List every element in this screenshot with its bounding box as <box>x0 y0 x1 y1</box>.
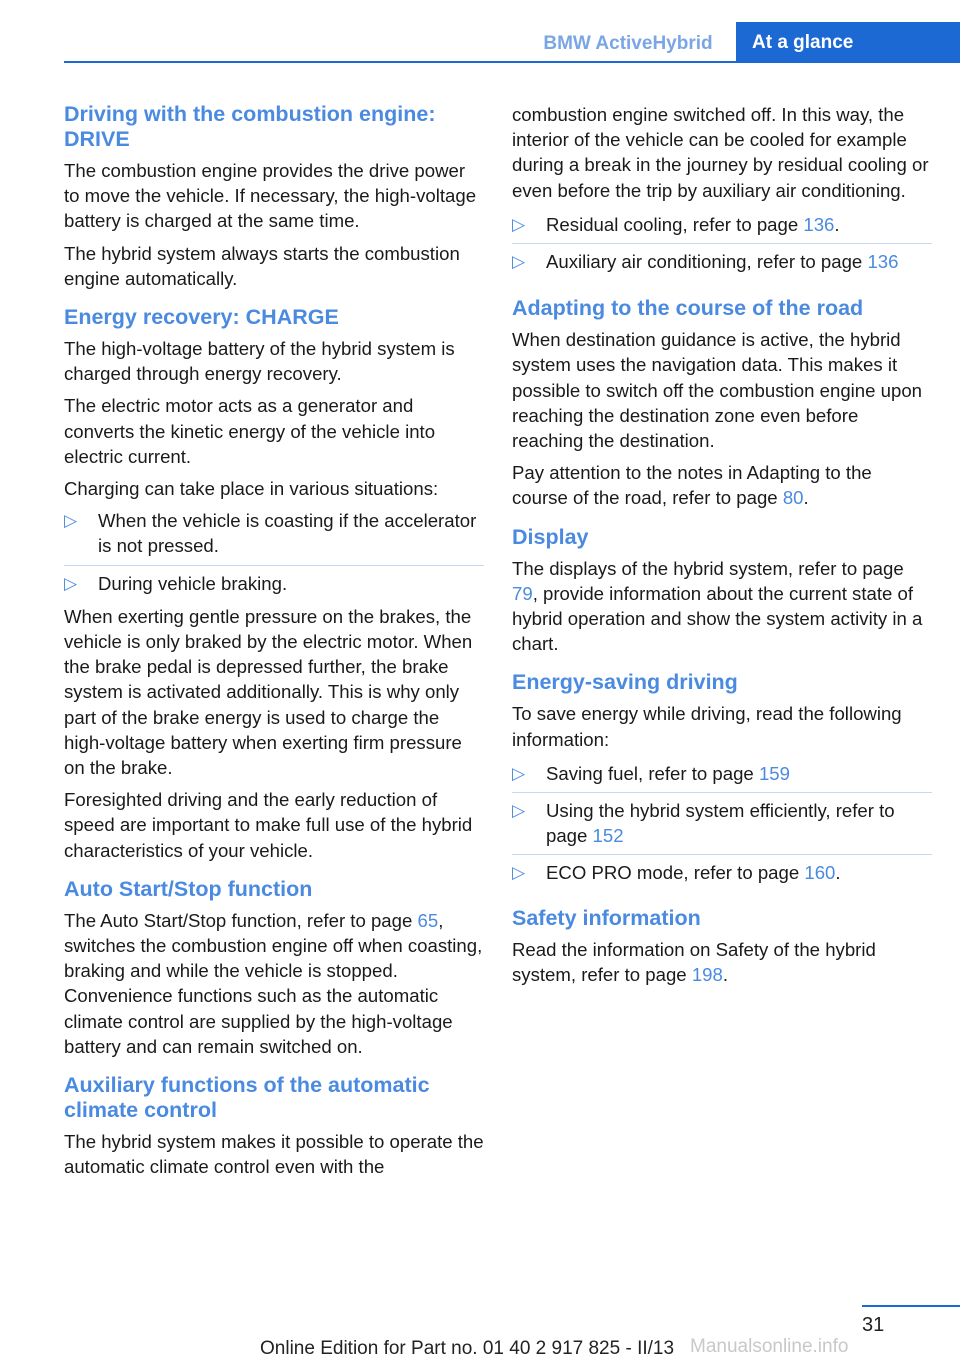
page-link[interactable]: 136 <box>867 251 899 273</box>
heading-auto-start-stop: Auto Start/Stop function <box>64 876 313 901</box>
list-item <box>512 244 932 280</box>
text-run: Pay attention to the notes in Adapting to the course of the road, refer to page <box>512 462 872 509</box>
list-item <box>64 508 484 565</box>
page-number: 31 <box>862 1314 885 1336</box>
section-energy-saving <box>512 670 932 891</box>
heading-display: Display <box>512 524 589 549</box>
text-run: . <box>803 487 809 509</box>
text-run: Saving fuel, refer to page <box>546 762 759 784</box>
page-link[interactable]: 160 <box>804 862 836 884</box>
page-link[interactable]: 79 <box>512 582 533 604</box>
text-run: Residual cooling, refer to page <box>546 213 804 235</box>
section-auto-start-stop <box>64 877 484 1059</box>
paragraph: The combustion engine provides the drive power to move the vehicle. If necessary, the high-voltage battery is charged at the same time. <box>64 160 477 232</box>
paragraph: The high-voltage battery of the hybrid system is charged through energy recovery. <box>64 338 455 385</box>
bullet-list <box>64 508 484 602</box>
section-adapting-road <box>512 296 932 510</box>
watermark: Manualsonline.info <box>690 1336 849 1357</box>
paragraph: The electric motor acts as a generator and converts the kinetic energy of the vehicle into electric current. <box>64 395 436 467</box>
paragraph: Charging can take place in various situations: <box>64 478 439 500</box>
page-link[interactable]: 152 <box>592 825 624 847</box>
footer-rule <box>862 1305 960 1307</box>
text-run: . <box>835 862 841 884</box>
edition-note: Online Edition for Part no. 01 40 2 917 825 - II/13 <box>260 1338 675 1359</box>
page-link[interactable]: 65 <box>417 909 439 931</box>
triangle-bullet-icon: ▷ <box>512 801 526 821</box>
text-run: The Auto Start/Stop function, refer to page <box>64 909 418 931</box>
page-link[interactable]: 80 <box>782 487 804 509</box>
paragraph <box>512 556 932 657</box>
list-item <box>64 566 484 602</box>
section-safety <box>512 906 932 987</box>
list-item <box>512 212 932 244</box>
text-run: Using the hybrid system efficiently, refer to page <box>546 800 895 847</box>
left-column <box>64 102 484 1194</box>
paragraph <box>512 937 932 987</box>
section-display <box>512 525 932 657</box>
header-rule <box>64 61 960 63</box>
triangle-bullet-icon: ▷ <box>512 863 526 883</box>
paragraph: The hybrid system always starts the combustion engine automatically. <box>64 242 460 289</box>
list-item <box>512 761 932 793</box>
triangle-bullet-icon: ▷ <box>512 214 526 234</box>
heading-adapting-road: Adapting to the course of the road <box>512 296 864 321</box>
paragraph: combustion engine switched off. In this way, the interior of the vehicle can be cooled for example during a break in the journey by residual cooling or even before the trip by auxiliary air conditioning. <box>512 104 929 201</box>
section-auxiliary-climate <box>64 1073 484 1179</box>
heading-energy-saving: Energy-saving driving <box>512 670 738 695</box>
section-charge <box>64 305 484 863</box>
heading-safety: Safety information <box>512 905 701 930</box>
text-run: , switches the combustion engine off when coasting, braking and while the vehicle is stopped. Convenience functions such as the automatic climate control are supplied by the high-voltage battery and can remain switched on. <box>64 909 483 1057</box>
text-run: , provide information about the current state of hybrid operation and show the system activity in a chart. <box>512 582 923 655</box>
page-link[interactable]: 136 <box>803 213 835 235</box>
text-run: Read the information on Safety of the hybrid system, refer to page <box>512 938 876 985</box>
paragraph <box>64 908 484 1059</box>
section-drive <box>64 102 484 291</box>
list-item <box>512 793 932 855</box>
running-header-chapter-tab: At a glance <box>736 22 960 62</box>
text-run: The displays of the hybrid system, refer to page <box>512 557 904 579</box>
paragraph: The hybrid system makes it possible to operate the automatic climate control even with the <box>64 1131 484 1178</box>
bullet-list <box>512 212 932 280</box>
heading-charge: Energy recovery: CHARGE <box>64 305 339 330</box>
running-header-section: BMW ActiveHybrid <box>543 33 713 54</box>
text-run: . <box>834 213 840 235</box>
list-item-text: When the vehicle is coasting if the accelerator is not pressed. <box>98 510 477 557</box>
paragraph: Foresighted driving and the early reduction of speed are important to make full use of the hybrid characteristics of your vehicle. <box>64 789 473 861</box>
heading-auxiliary-climate: Auxiliary functions of the automatic climate control <box>64 1073 430 1123</box>
text-run: . <box>722 963 729 985</box>
bullet-list <box>512 761 932 892</box>
triangle-bullet-icon: ▷ <box>512 252 526 272</box>
paragraph: When exerting gentle pressure on the brakes, the vehicle is only braked by the electric motor. When the brake pedal is depressed further, the brake system is activated additionally. This is why only part of the brake energy is used to charge the high-voltage battery when exerting firm pressure on the brake. <box>64 605 473 779</box>
paragraph <box>512 460 932 510</box>
page-link[interactable]: 198 <box>691 963 723 985</box>
list-item <box>512 855 932 891</box>
list-item-text: During vehicle braking. <box>98 572 288 594</box>
paragraph: To save energy while driving, read the following information: <box>512 703 902 750</box>
right-column <box>512 102 932 1001</box>
paragraph: When destination guidance is active, the hybrid system uses the navigation data. This makes it possible to switch off the combustion engine upon reaching the destination zone even before reaching the destination. <box>512 329 923 452</box>
triangle-bullet-icon: ▷ <box>64 511 78 531</box>
text-run: ECO PRO mode, refer to page <box>546 862 805 884</box>
page-link[interactable]: 159 <box>758 762 790 784</box>
triangle-bullet-icon: ▷ <box>512 763 526 783</box>
heading-drive: Driving with the combustion engine: DRIVE <box>64 102 436 151</box>
text-run: Auxiliary air conditioning, refer to page <box>546 251 868 273</box>
triangle-bullet-icon: ▷ <box>64 573 78 593</box>
